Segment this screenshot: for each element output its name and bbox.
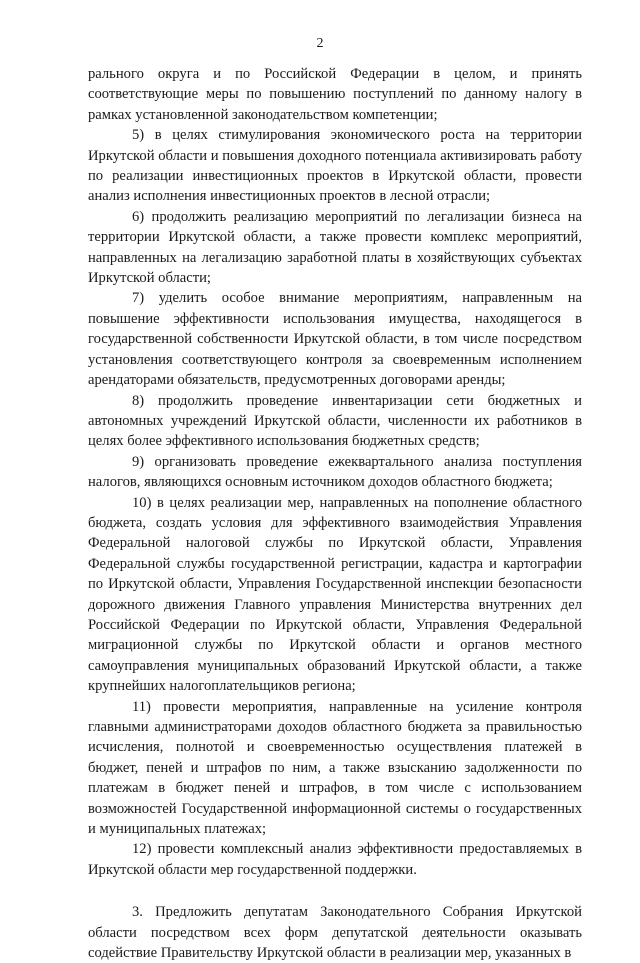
paragraph-item-6: 6) продолжить реализацию мероприятий по легализации бизнеса на территории Иркутской области, а также провести комплекс мероприятий, направленных на легализацию заработной платы в хозяйствующих субъектах Иркутской области; bbox=[88, 208, 582, 287]
paragraph-item-10: 10) в целях реализации мер, направленных на пополнение областного бюджета, создать условия для эффективного взаимодействия Управления Федеральной налоговой службы по Иркутской области, Управления Федеральной службы государственной регистрации, кадастра и картографии по Иркутской области, Управления Государственной инспекции безопасности дорожного движения Главного управления Министерства внутренних дел Российской Федерации по Иркутской области, Управления Федеральной миграционной службы по Иркутской области и органов местного самоуправления муниципальных образований Иркутской области, а также крупнейших налогоплательщиков региона; bbox=[88, 494, 582, 695]
paragraph-section-3: 3. Предложить депутатам Законодательного Собрания Иркутской области посредством всех форм депутатской деятельности оказывать содействие Правительству Иркутской области в реализации мер, указанных в bbox=[88, 904, 582, 962]
paragraph-item-12: 12) провести комплексный анализ эффективности предоставляемых в Иркутской области мер государственной поддержки. bbox=[88, 841, 582, 878]
paragraph-item-8: 8) продолжить проведение инвентаризации сети бюджетных и автономных учреждений Иркутской области, численности их работников в целях более эффективного использования бюджетных средств; bbox=[88, 392, 582, 450]
paragraph-item-5: 5) в целях стимулирования экономического роста на территории Иркутской области и повышения доходного потенциала активизировать работу по реализации инвестиционных проектов в Иркутской области, провести анализ исполнения инвестиционных проектов в лесной отрасли; bbox=[88, 127, 582, 205]
paragraph-item-7: 7) уделить особое внимание мероприятиям, направленным на повышение эффективности использования имущества, находящегося в государственной собственности Иркутской области, в том числе посредством установления соответствующего контроля за своевременным исполнением арендаторами обязательств, предусмотренных договорами аренды; bbox=[88, 290, 582, 389]
paragraph-continuation: рального округа и по Российской Федерации в целом, и принять соответствующие меры по повышению поступлений по данному налогу в рамках установленной законодательством компетенции; bbox=[88, 66, 582, 123]
paragraph-item-9: 9) организовать проведение ежеквартального анализа поступления налогов, являющихся основным источником доходов областного бюджета; bbox=[88, 453, 582, 491]
document-body bbox=[88, 64, 582, 963]
paragraph-item-11: 11) провести мероприятия, направленные на усиление контроля главными администраторами доходов областного бюджета за правильностью исчисления, полнотой и своевременностью осуществления платежей в бюджет, пеней и штрафов по ним, а также взысканию задолженности по платежам в бюджет пеней и штрафов, в том числе с использованием возможностей Государственной информационной системы о государственных и муниципальных платежах; bbox=[88, 698, 582, 838]
page-number: 2 bbox=[316, 36, 324, 51]
